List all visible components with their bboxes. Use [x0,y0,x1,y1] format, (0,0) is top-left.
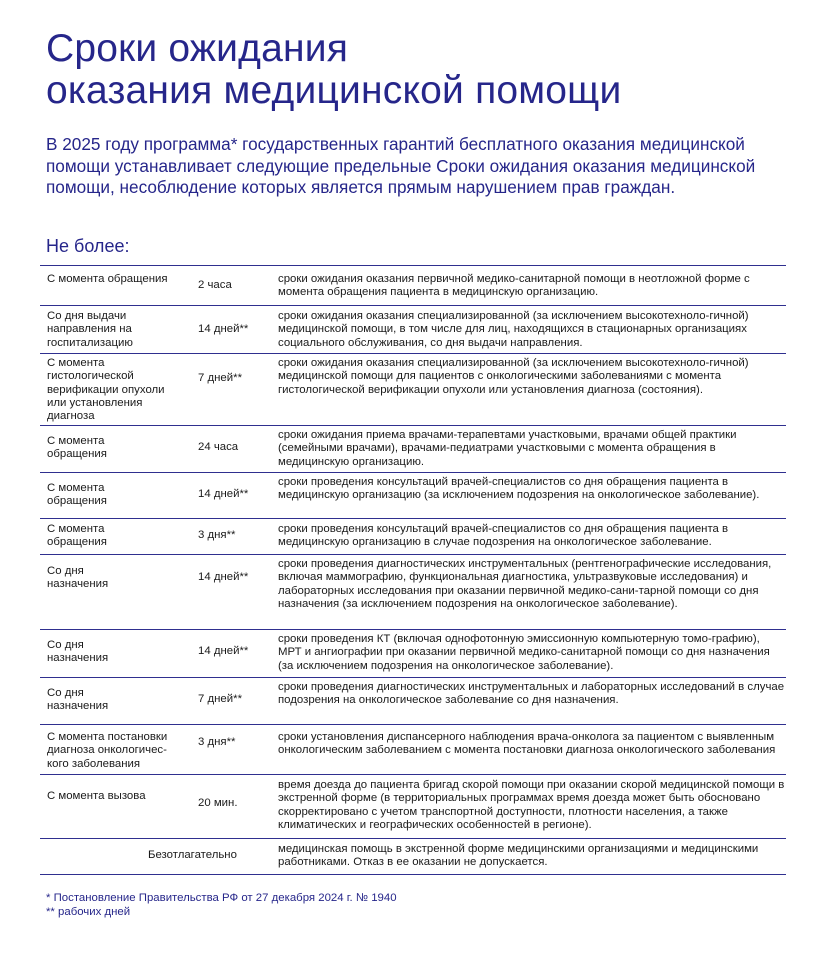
row-start-point: С момента обращения [47,273,168,285]
row-start-point: С момента обращения [47,523,107,549]
row-start-point: С момента обращения [47,435,107,461]
row-description: сроки проведения диагностических инструментальных и лабораторных исследований в случае подозрения на онкологическое заболевание со дня назначения. [278,681,785,707]
row-term: 14 дней** [198,571,249,583]
page-title-line-2: оказания медицинской помощи [46,69,622,112]
row-term: 14 дней** [198,323,249,335]
table-row [40,725,786,775]
row-description: сроки проведения консультаций врачей-специалистов со дня обращения пациента в медицинскую организацию в случае подозрения на онкологическое заболевание. [278,523,729,549]
table-row [40,306,786,354]
row-description: медицинская помощь в экстренной форме медицинскими организациями и медицинскими работниками. Отказ в ее оказании не допускается. [278,843,759,869]
row-start-point: С момента постановки диагноза онкологичес-кого заболевания [47,731,168,770]
footnote-working-days: ** рабочих дней [46,905,131,918]
table-row [40,473,786,519]
subheading: Не более: [46,236,130,256]
row-term: 7 дней** [198,693,242,705]
row-description: сроки проведения КТ (включая однофотонную эмиссионную компьютерную томо-графию), МРТ и ангиографии при оказании первичной медико-санитарной помощи со дня назначения (за исключением подозрения на онкологическое заболевание). [278,633,770,672]
row-description: время доезда до пациента бригад скорой помощи при оказании скорой медицинской помощи в экстренной форме (в территориальных программах время доезда может быть обосновано скорректировано с учетом транспортной доступности, плотности населения, а также климатических и географических особенностей в регионе). [278,779,785,831]
row-description: сроки ожидания оказания первичной медико-санитарной помощи в неотложной форме с момента обращения пациента в медицинскую организацию. [278,273,750,299]
waiting-times-table [40,265,786,875]
page-title [46,28,806,112]
table-row [40,426,786,473]
table-row [40,630,786,678]
row-term: 3 дня** [198,529,236,541]
table-row [40,354,786,426]
row-term: 24 часа [198,441,239,453]
row-term: 7 дней** [198,372,242,384]
row-description: сроки проведения консультаций врачей-специалистов со дня обращения пациента в медицинскую организацию (за исключением подозрения на онкологическое заболевание). [278,476,760,502]
table-row [40,266,786,306]
row-term: 14 дней** [198,645,249,657]
row-description: сроки ожидания приема врачами-терапевтами участковыми, врачами общей практики (семейными врачами), врачами-педиатрами участковыми с момента обращения в медицинскую организацию. [278,429,737,468]
row-description: сроки ожидания оказания специализированной (за исключением высокотехноло-гичной) медицинской помощи для пациентов с онкологическими заболеваниями с момента гистологической верификации опухоли или установления диагноза (состояния). [278,357,749,396]
row-start-point: Со дня выдачи направления на госпитализацию [47,310,133,349]
row-start-point: Со дня назначения [47,639,109,665]
row-term: 14 дней** [198,488,249,500]
row-start-point: С момента обращения [47,482,107,508]
row-description: сроки ожидания оказания специализированной (за исключением высокотехноло-гичной) медицинской помощи, в том числе для лиц, находящихся в стационарных организациях социального обслуживания, со дня выдачи направления. [278,310,749,349]
table-row [40,555,786,630]
page-title-line-1: Сроки ожидания [46,27,349,70]
row-start-point: С момента вызова [47,790,146,802]
row-term: 20 мин. [198,797,238,809]
table-row [40,839,786,875]
row-term: 3 дня** [198,736,236,748]
row-start-point: Со дня назначения [47,687,109,713]
table-row [40,678,786,725]
table-row [40,519,786,555]
row-term: 2 часа [198,279,232,291]
row-term: Безотлагательно [148,849,237,861]
intro-paragraph: В 2025 году программа* государственных гарантий бесплатного оказания медицинской помощи устанавливает следующие предельные Сроки ожидания оказания медицинской помощи, несоблюдение которых является прямым нарушением прав граждан. [46,134,756,197]
row-description: сроки проведения диагностических инструментальных (рентгенографические исследования, включая маммографию, функциональная диагностика, ультразвуковые исследования) и лабораторных исследования при оказании первичной медико-сани-тарной помощи со дня назначения (за исключением подозрения на онкологическое заболевание). [278,558,772,610]
row-start-point: Со дня назначения [47,565,109,591]
footnote-decree: * Постановление Правительства РФ от 27 декабря 2024 г. № 1940 [46,892,397,904]
row-description: сроки установления диспансерного наблюдения врача-онколога за пациентом с выявленным онкологическим заболеванием с момента постановки диагноза онкологического заболевания [278,731,776,757]
table-row [40,775,786,839]
footnotes [46,892,746,919]
row-start-point: С момента гистологической верификации опухоли или установления диагноза [47,357,165,423]
